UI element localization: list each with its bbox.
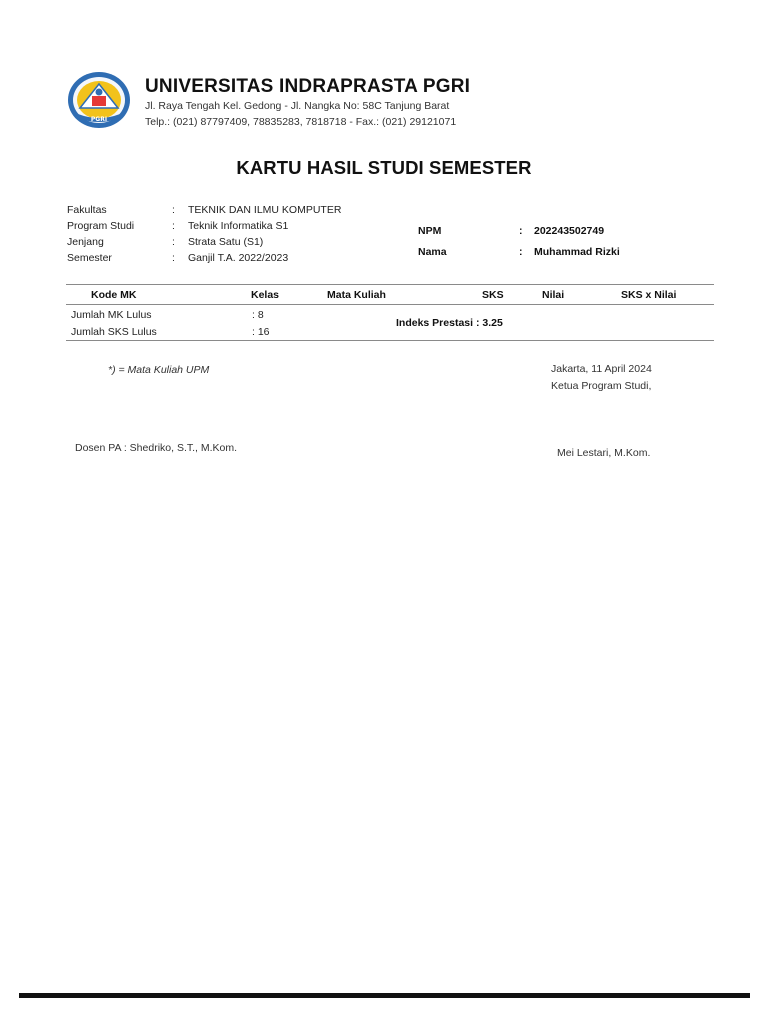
mk-lulus-value: : 8 xyxy=(252,309,264,321)
table-top-rule xyxy=(66,284,714,285)
table-header-rule xyxy=(66,304,714,305)
fakultas-colon: : xyxy=(172,204,175,216)
fakultas-label: Fakultas xyxy=(67,204,107,216)
header-kelas: Kelas xyxy=(251,289,280,301)
table-bottom-rule xyxy=(66,340,714,341)
header-kode-mk: Kode MK xyxy=(91,289,137,301)
semester-label: Semester xyxy=(67,252,112,264)
logo-text: PGRI xyxy=(90,116,108,123)
university-address: Jl. Raya Tengah Kel. Gedong - Jl. Nangka No: 58C Tanjung Barat xyxy=(145,100,450,112)
university-contact: Telp.: (021) 87797409, 78835283, 7818718 - Fax.: (021) 29121071 xyxy=(145,116,457,128)
nama-colon: : xyxy=(519,246,523,258)
fakultas-value: TEKNIK DAN ILMU KOMPUTER xyxy=(188,204,342,216)
university-seal-icon xyxy=(66,70,132,130)
dosen-pa: Dosen PA : Shedriko, S.T., M.Kom. xyxy=(75,442,238,454)
document-title: KARTU HASIL STUDI SEMESTER xyxy=(236,157,532,178)
sks-lulus-value: : 16 xyxy=(252,326,270,338)
ketua-position: Ketua Program Studi, xyxy=(551,380,652,392)
semester-value: Ganjil T.A. 2022/2023 xyxy=(188,252,289,264)
npm-colon: : xyxy=(519,225,523,237)
mk-lulus-label: Jumlah MK Lulus xyxy=(71,309,152,321)
nama-value: Muhammad Rizki xyxy=(534,246,620,258)
jenjang-label: Jenjang xyxy=(67,236,104,248)
npm-label: NPM xyxy=(418,225,442,237)
semester-colon: : xyxy=(172,252,175,264)
university-name: UNIVERSITAS INDRAPRASTA PGRI xyxy=(145,76,471,97)
program-studi-label: Program Studi xyxy=(67,220,135,232)
university-logo xyxy=(66,70,132,130)
sks-lulus-label: Jumlah SKS Lulus xyxy=(71,326,157,338)
header-nilai: Nilai xyxy=(542,289,565,301)
signatory-name: Mei Lestari, M.Kom. xyxy=(557,447,651,459)
page-bottom-bar xyxy=(19,993,750,998)
header-sks-x-nilai: SKS x Nilai xyxy=(621,289,677,301)
header-mata-kuliah: Mata Kuliah xyxy=(327,289,386,301)
place-date: Jakarta, 11 April 2024 xyxy=(551,363,652,375)
program-studi-colon: : xyxy=(172,220,175,232)
header-sks: SKS xyxy=(482,289,504,301)
program-studi-value: Teknik Informatika S1 xyxy=(188,220,289,232)
nama-label: Nama xyxy=(418,246,447,258)
jenjang-colon: : xyxy=(172,236,175,248)
jenjang-value: Strata Satu (S1) xyxy=(188,236,264,248)
npm-value: 202243502749 xyxy=(534,225,605,237)
upm-note: *) = Mata Kuliah UPM xyxy=(108,364,210,376)
indeks-prestasi: Indeks Prestasi : 3.25 xyxy=(396,317,503,329)
